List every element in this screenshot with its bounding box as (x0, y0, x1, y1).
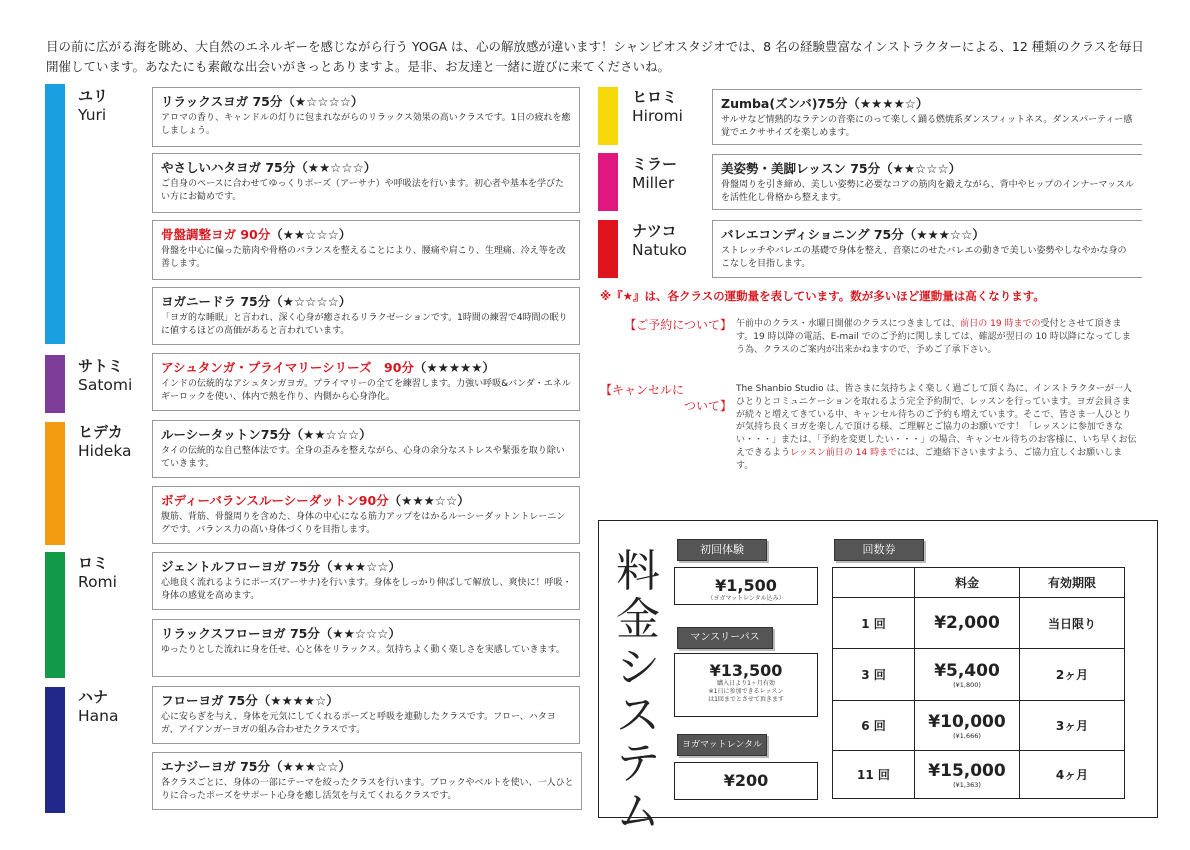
tickets-table (832, 567, 1125, 799)
class-description: 心地良く流れるようにポーズ(アーサナ)を行います。身体をしっかり伸ばして解放し、爽快に！呼吸・身体の感覚を高めます。 (161, 578, 572, 601)
class-title: ジェントルフローヨガ 75分（★★★☆☆） (161, 559, 402, 574)
reservation-text: 午前中のクラス・水曜日開催のクラスにつきましては、前日の 19 時までの受付とさせて頂きます。19 時以降の電話、E-mail でのご予約に関しましては、確認が翌日の 10 時以降になってしまう為、クラスのご案内が出来かねますので、予めご了承下さい。 (736, 319, 1131, 355)
class-description: インドの伝統的なアシュタンガヨガ。プライマリーの全てを練習します。力強い呼吸&バンダ・エネルギーロックを使い、体内で熱を作り、内側から心身浄化。 (161, 379, 571, 402)
ticket-expiry: 当日限り (1020, 598, 1125, 649)
class-title: やさしいハタヨガ 75分（★★☆☆☆） (161, 160, 377, 175)
class-card (152, 552, 580, 610)
class-description: タイの伝統的な自己整体法です。全身の歪みを整えながら、心身の余分なストレスや緊張を取り除いていきます。 (161, 446, 565, 469)
instructor-bar-miller (598, 153, 618, 211)
class-card (152, 87, 580, 147)
class-card (712, 89, 1142, 145)
class-title: 美姿勢・美脚レッスン 75分（★★☆☆☆） (721, 161, 962, 176)
class-title: リラックスヨガ 75分（★☆☆☆☆） (161, 94, 364, 109)
ticket-count: 6 回 (833, 701, 915, 751)
class-description: ゆったりとした流れに身を任せ、心と体をリラックス。気持ちよく動く楽しさを実感していきます。 (161, 645, 565, 655)
instructor-bar-romi (45, 552, 65, 678)
class-description: 骨盤を中心に偏った筋肉や骨格のバランスを整えることにより、腰痛や肩こり、生理痛、冷え等を改善します。 (161, 246, 566, 269)
table-row (833, 701, 1125, 751)
ticket-price: ¥10,000 (¥1,666) (915, 701, 1020, 751)
class-title: エナジーヨガ 75分（★★★☆☆） (161, 759, 352, 774)
trial-price-box: ¥1,500 （ヨガマットレンタル込み） (674, 567, 818, 605)
class-card (152, 287, 580, 345)
class-description: ご自身のペースに合わせてゆっくりポーズ（アーサナ）や呼吸法を行います。初心者や基本を学びたい方にお勧めです。 (161, 179, 565, 202)
class-title: ボディーバランスルーシーダットン90分（★★★☆☆） (161, 493, 470, 508)
class-title: ヨガニードラ 75分（★☆☆☆☆） (161, 294, 352, 309)
pricing-title: 料 金 シ ス テ ム (616, 546, 660, 837)
instructor-bar-satomi (45, 355, 65, 413)
instructor-bar-hana (45, 687, 65, 813)
instructor-name-satomi: サトミ Satomi (78, 357, 133, 394)
class-title: ルーシータットン75分（★★☆☆☆） (161, 427, 372, 442)
instructor-bar-hiromi (598, 87, 618, 145)
class-description: サルサなど情熱的なラテンの音楽にのって楽しく踊る燃焼系ダンスフィットネス。ダンスパーティー感覚でエクササイズを楽しめます。 (721, 115, 1133, 138)
class-description: アロマの香り、キャンドルの灯りに包まれながらのリラックス効果の高いクラスです。1日の疲れを癒しましょう。 (161, 113, 571, 136)
class-card (152, 220, 580, 280)
table-row (833, 649, 1125, 701)
class-title: リラックスフローヨガ 75分（★★☆☆☆） (161, 626, 401, 641)
class-card (152, 752, 582, 810)
instructor-bar-yuri (45, 84, 65, 344)
class-card (152, 420, 580, 478)
ticket-count: 3 回 (833, 649, 915, 701)
class-title: フローヨガ 75分（★★★★☆） (161, 693, 339, 708)
class-description: 骨盤周りを引き締め、美しい姿勢に必要なコアの筋肉を鍛えながら、背中やヒップのインナーマッスルを活性化し骨格から整えます。 (721, 180, 1135, 203)
class-card (712, 154, 1142, 210)
ticket-expiry: 4ヶ月 (1020, 751, 1125, 799)
ticket-expiry: 2ヶ月 (1020, 649, 1125, 701)
mat-rental-price-box: ¥200 (674, 762, 818, 800)
monthly-tag: マンスリーパス (677, 627, 773, 649)
class-title: アシュタンガ・プライマリーシリーズ 90分（★★★★★） (161, 360, 495, 375)
class-card (152, 353, 580, 411)
class-card (152, 619, 580, 677)
ticket-count: 11 回 (833, 751, 915, 799)
table-header-row (833, 568, 1125, 598)
instructor-name-hana: ハナ Hana (78, 688, 119, 725)
ticket-price: ¥2,000 (915, 598, 1020, 649)
class-card (712, 220, 1142, 278)
trial-tag: 初回体験 (677, 539, 767, 561)
ticket-price: ¥15,000 (¥1,363) (915, 751, 1020, 799)
intro-text: 目の前に広がる海を眺め、大自然のエネルギーを感じながら行う YOGA は、心の解放感が違います！シャンビオスタジオでは、8 名の経験豊富なインストラクターによる、12 種類のクラスを毎日開催しています。あなたにも素敵な出会いがきっとありますよ。是非、お友達と一緒に遊びに来てくださいね。 (46, 39, 1144, 74)
class-title: 骨盤調整ヨガ 90分（★★☆☆☆） (161, 227, 352, 242)
class-description: 心に安らぎを与え、身体を元気にしてくれるポーズと呼吸を連動したクラスです。フロー、ハタヨガ、アイアンガーヨガの組み合わせたクラスです。 (161, 712, 556, 735)
monthly-price-box: ¥13,500 購入日より1ヶ月有効 ※1日に参加できるレッスン は1回までとさせて頂きます (674, 653, 818, 717)
instructor-name-miller: ミラー Miller (632, 155, 678, 192)
class-description: 「ヨガ的な睡眠」と言われ、深く心身が癒されるリラクゼーションです。1時間の練習で4時間の眠りに値するほどの高価があると言われています。 (161, 313, 568, 336)
instructor-name-natuko: ナツコ Natuko (632, 222, 687, 259)
tickets-tag: 回数券 (834, 539, 924, 561)
rating-note: ※『★』は、各クラスの運動量を表しています。数が多いほど運動量は高くなります。 (600, 289, 1045, 303)
class-title: バレエコンディショニング 75分（★★★☆☆） (721, 227, 985, 242)
ticket-price: ¥5,400 (¥1,800) (915, 649, 1020, 701)
class-description: 腹筋、背筋、骨盤周りを含めた、身体の中心になる筋力アップをはかるルーシーダットントレーニングです。バランス力の高い身体づくりを目指します。 (161, 512, 566, 535)
instructor-name-yuri: ユリ Yuri (78, 87, 109, 124)
ticket-count: 1 回 (833, 598, 915, 649)
class-description: ストレッチやバレエの基礎で身体を整え、音楽にのせたバレエの動きで美しい姿勢やしなやかな身のこなしを目指します。 (721, 246, 1127, 269)
instructor-bar-natuko (598, 220, 618, 278)
table-row (833, 598, 1125, 649)
class-title: Zumba(ズンバ)75分（★★★★☆） (721, 96, 929, 111)
mat-rental-tag: ヨガマットレンタル (677, 734, 767, 756)
table-row (833, 751, 1125, 799)
instructor-name-hideka: ヒデカ Hideka (78, 423, 132, 460)
class-card (152, 686, 580, 744)
reservation-heading: 【ご予約について】 (624, 318, 732, 332)
table-header-cell (833, 568, 915, 598)
ticket-expiry: 3ヶ月 (1020, 701, 1125, 751)
cancel-heading: 【キャンセルに ついて】 (600, 383, 732, 413)
cancel-text: The Shanbio Studio は、皆さまに気持ちよく楽しく過ごして頂く為に、インストラクターが一人ひとりとコミュニケーションを取れるよう完全予約制で、レッスンを行っています。ヨガ会員さまが続々と増えてきている中、キャンセル待ちのご予約も増えています。そこで、皆さま一人ひとりが気持ち良くヨガを楽しんで頂ける様、ご理解とご協力のお願いです！「レッスンに参加できない・・・」または、「予約を変更したい・・・」の場合、キャンセル待ちのお客様に、いち早くお伝えできるようレッスン前日の 14 時までには、ご連絡下さいますよう、ご協力宜しくお願いします。 (736, 384, 1137, 471)
instructor-name-hiromi: ヒロミ Hiromi (632, 88, 683, 125)
instructor-bar-hideka (45, 422, 65, 545)
class-description: 各クラスごとに、身体の一部にテーマを絞ったクラスを行います。ブロックやベルトを使い、一人ひとりに合ったポーズをサポート心身を癒し活気を与えてくれるクラスです。 (161, 778, 574, 801)
class-card (152, 153, 580, 213)
class-card (152, 486, 580, 544)
table-header-cell: 有効期限 (1020, 568, 1125, 598)
table-header-cell: 料金 (915, 568, 1020, 598)
instructor-name-romi: ロミ Romi (78, 554, 117, 591)
